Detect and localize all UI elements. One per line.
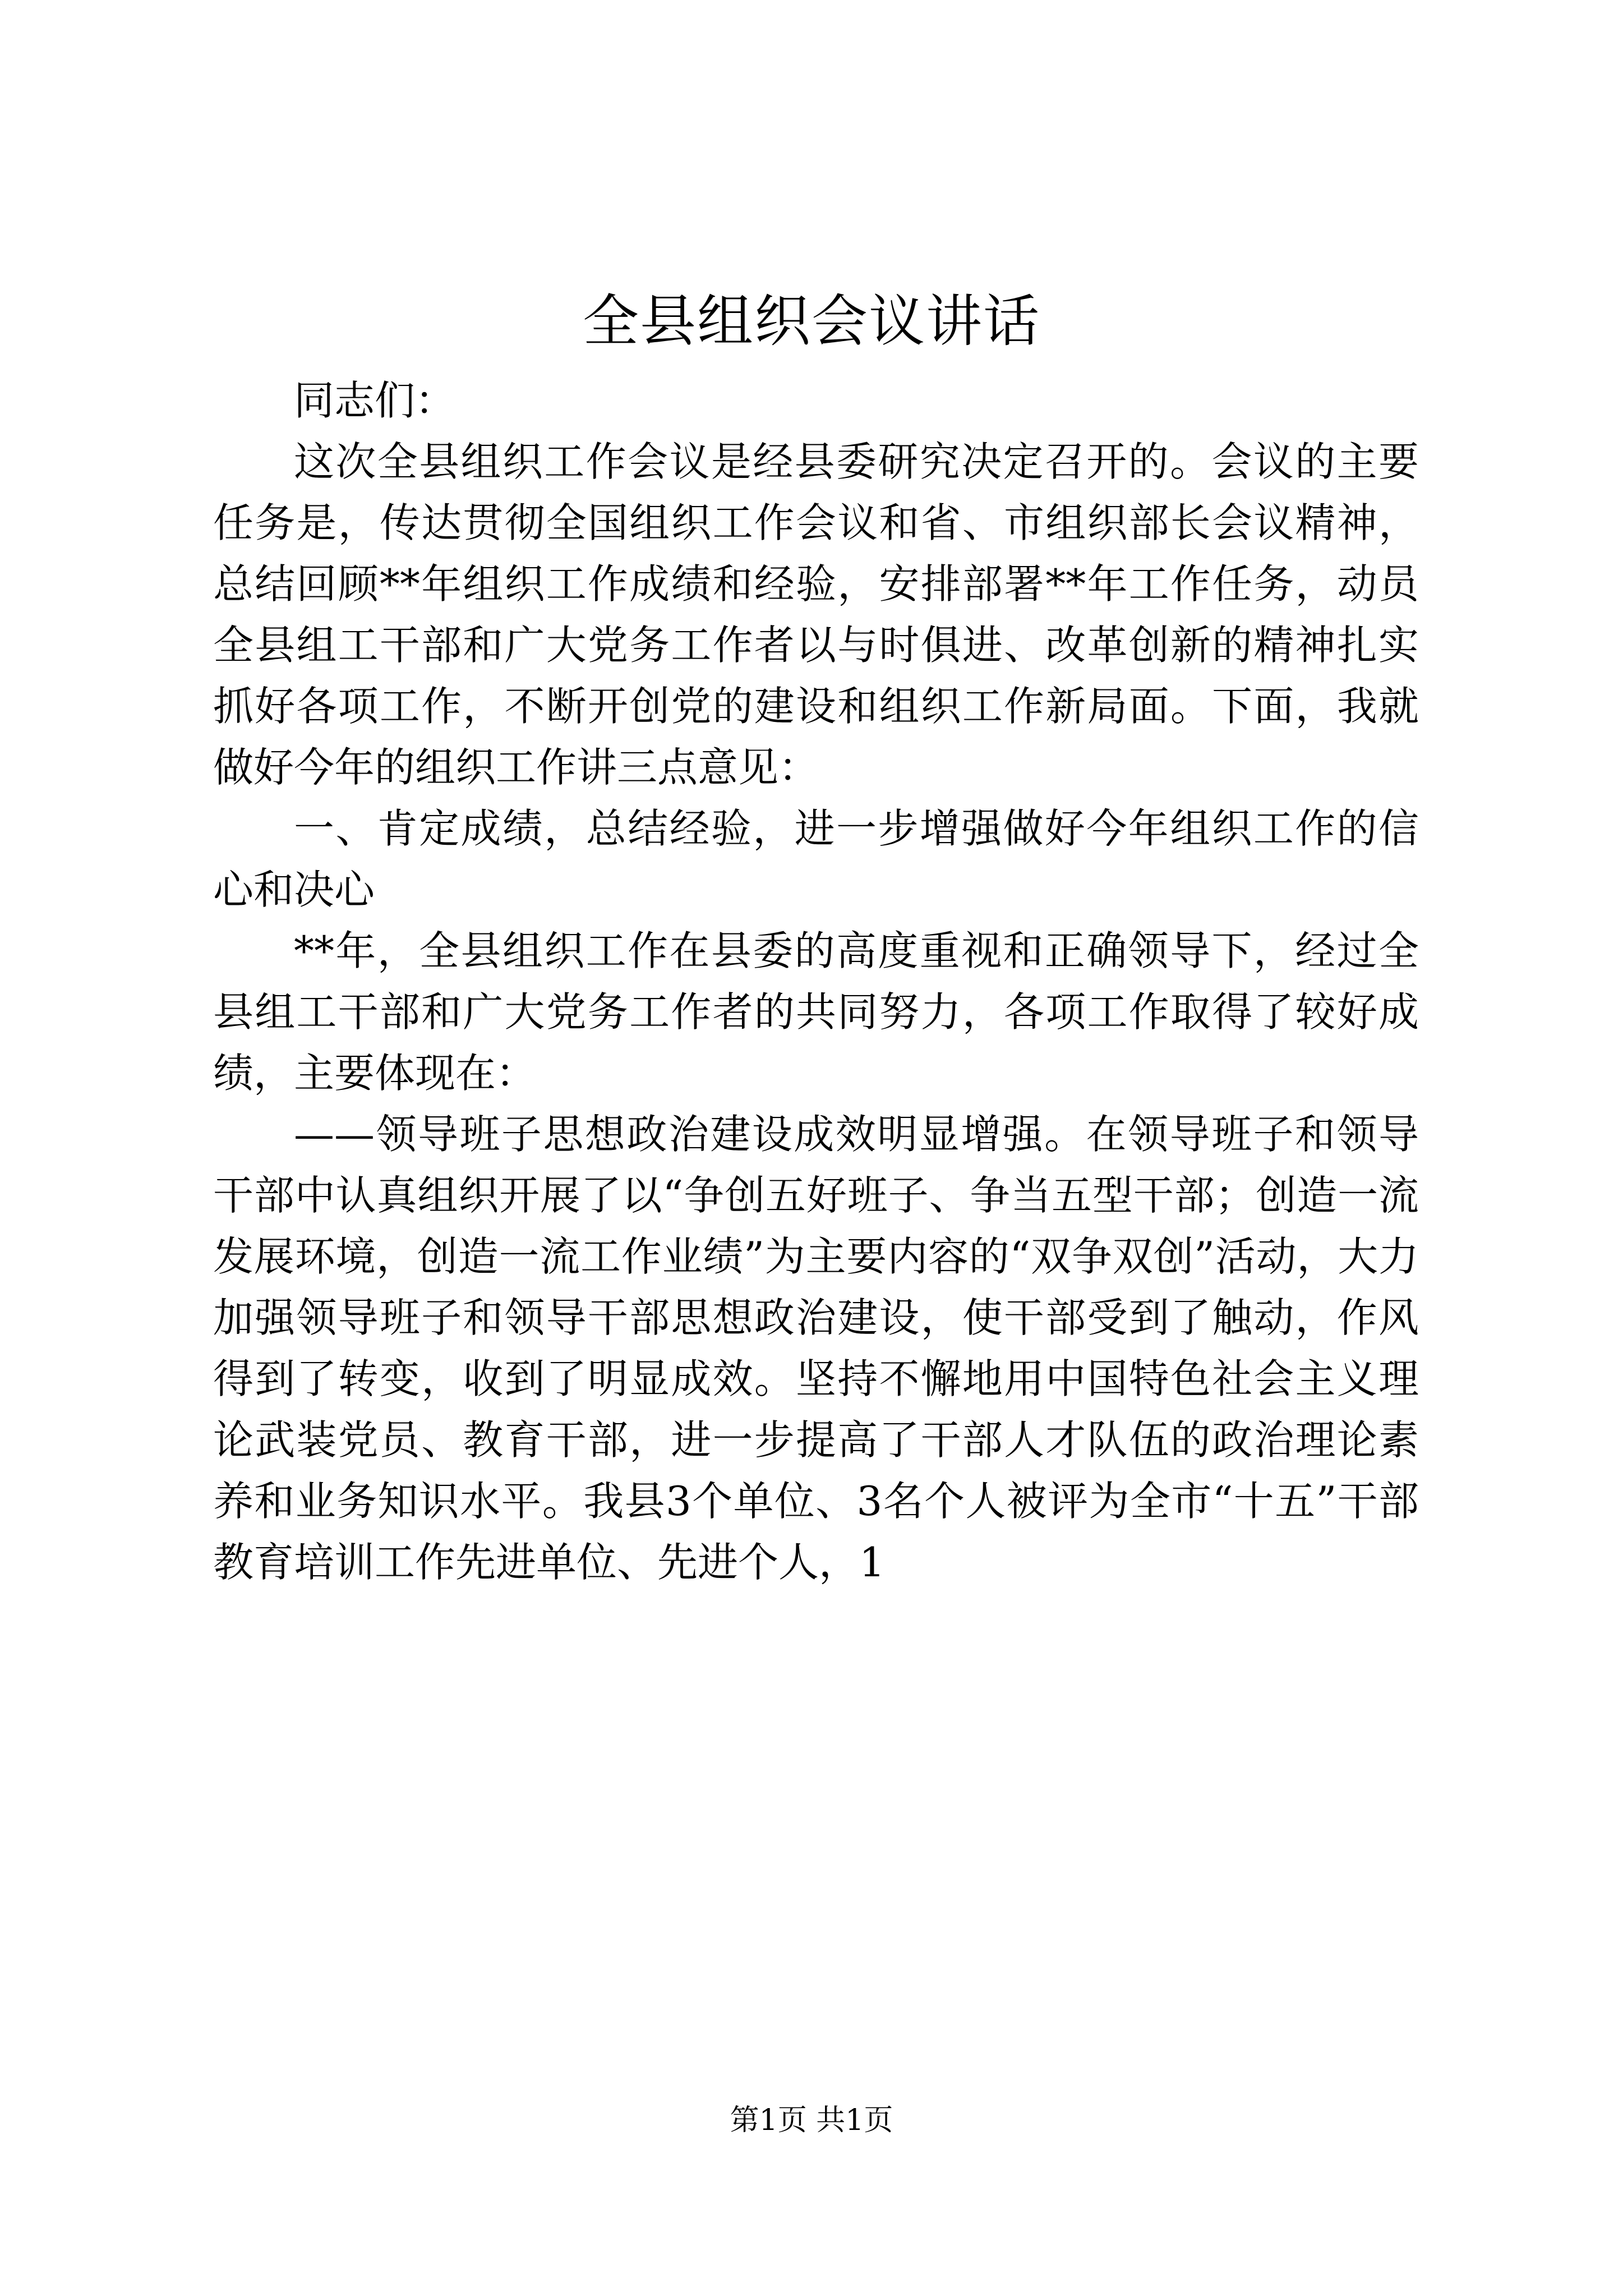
achievement-paragraph: **年，全县组织工作在县委的高度重视和正确领导下，经过全县组工干部和广大党务工作者的共同努力，各项工作取得了较好成绩，主要体现在：: [213, 927, 1419, 1097]
page-footer: 第1页 共1页: [730, 2104, 893, 2137]
salutation-paragraph: 同志们：: [294, 377, 456, 424]
section-heading: 一、肯定成绩，总结经验，进一步增强做好今年组织工作的信心和决心: [213, 805, 1419, 913]
document-title: 全县组织会议讲话: [583, 288, 1040, 354]
leadership-paragraph: ——领导班子思想政治建设成效明显增强。在领导班子和领导干部中认真组织开展了以“争创五好班子、争当五型干部；创造一流发展环境，创造一流工作业绩”为主要内容的“双争双创”活动，大力加强领导班子和领导干部思想政治建设，使干部受到了触动，作风得到了转变，收到了明显成效。坚持不懈地用中国特色社会主义理论武装党员、教育干部，进一步提高了干部人才队伍的政治理论素养和业务知识水平。我县3个单位、3名个人被评为全市“十五”干部教育培训工作先进单位、先进个人，1: [213, 1111, 1419, 1586]
intro-paragraph: 这次全县组织工作会议是经县委研究决定召开的。会议的主要任务是，传达贯彻全国组织工作会议和省、市组织部长会议精神，总结回顾**年组织工作成绩和经验，安排部署**年工作任务，动员全县组工干部和广大党务工作者以与时俱进、改革创新的精神扎实抓好各项工作，不断开创党的建设和组织工作新局面。下面，我就做好今年的组织工作讲三点意见：: [213, 438, 1419, 791]
document-body: [213, 370, 1419, 1593]
